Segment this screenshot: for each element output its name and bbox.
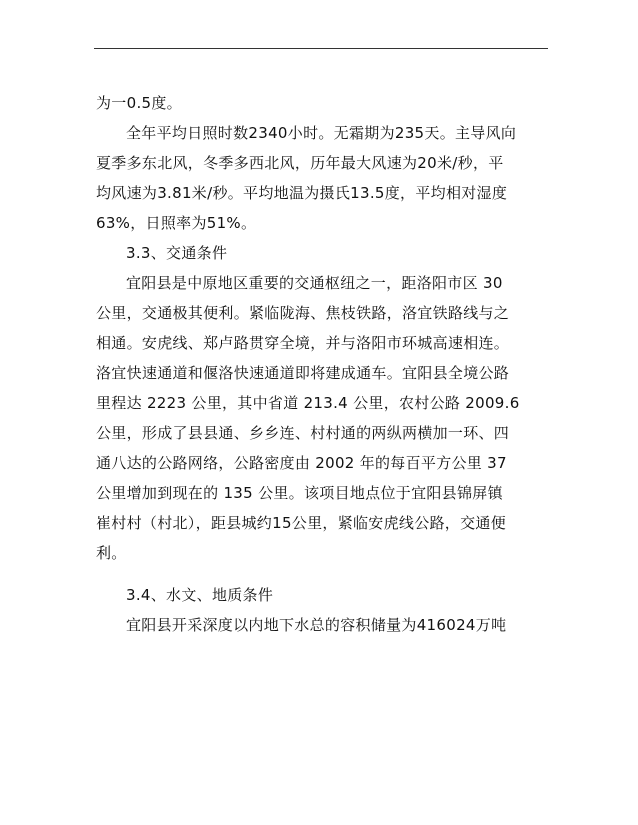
spacer [96, 568, 546, 580]
paragraph [96, 610, 546, 640]
paragraph [96, 118, 546, 238]
text-line: 宜阳县是中原地区重要的交通枢纽之一，距洛阳市区 30 [126, 274, 503, 292]
text-line: 公里，交通极其便利。紧临陇海、焦枝铁路，洛宜铁路线与之 [96, 304, 510, 322]
paragraph [96, 88, 546, 118]
text-line: 63%，日照率为51%。 [96, 214, 257, 232]
text-line: 全年平均日照时数2340小时。无霜期为235天。主导风向 [126, 124, 517, 142]
text-line: 均风速为3.81米/秒。平均地温为摄氏13.5度，平均相对湿度 [96, 184, 508, 202]
text-line: 洛宜快速通道和偃洛快速通道即将建成通车。宜阳县全境公路 [96, 364, 510, 382]
section-heading: 3.3、交通条件 [126, 244, 228, 262]
text-line: 宜阳县开采深度以内地下水总的容积储量为416024万吨 [126, 616, 507, 634]
page-body [96, 88, 546, 640]
text-line: 里程达 2223 公里，其中省道 213.4 公里，农村公路 2009.6 [96, 394, 520, 412]
text-line: 利。 [96, 544, 127, 562]
text-line: 相通。安虎线、郑卢路贯穿全境，并与洛阳市环城高速相连。 [96, 334, 510, 352]
text-line: 公里增加到现在的 135 公里。该项目地点位于宜阳县锦屏镇 [96, 484, 503, 502]
text-line: 夏季多东北风，冬季多西北风，历年最大风速为20米/秒，平 [96, 154, 504, 172]
header-rule [94, 48, 548, 49]
paragraph [96, 268, 546, 568]
text-line: 崔村村（村北），距县城约15公里，紧临安虎线公路，交通便 [96, 514, 506, 532]
text-line: 通八达的公路网络，公路密度由 2002 年的每百平方公里 37 [96, 454, 507, 472]
text-line: 为一0.5度。 [96, 94, 182, 112]
text-line: 公里，形成了县县通、乡乡连、村村通的两纵两横加一环、四 [96, 424, 510, 442]
section-heading: 3.4、水文、地质条件 [126, 586, 274, 604]
